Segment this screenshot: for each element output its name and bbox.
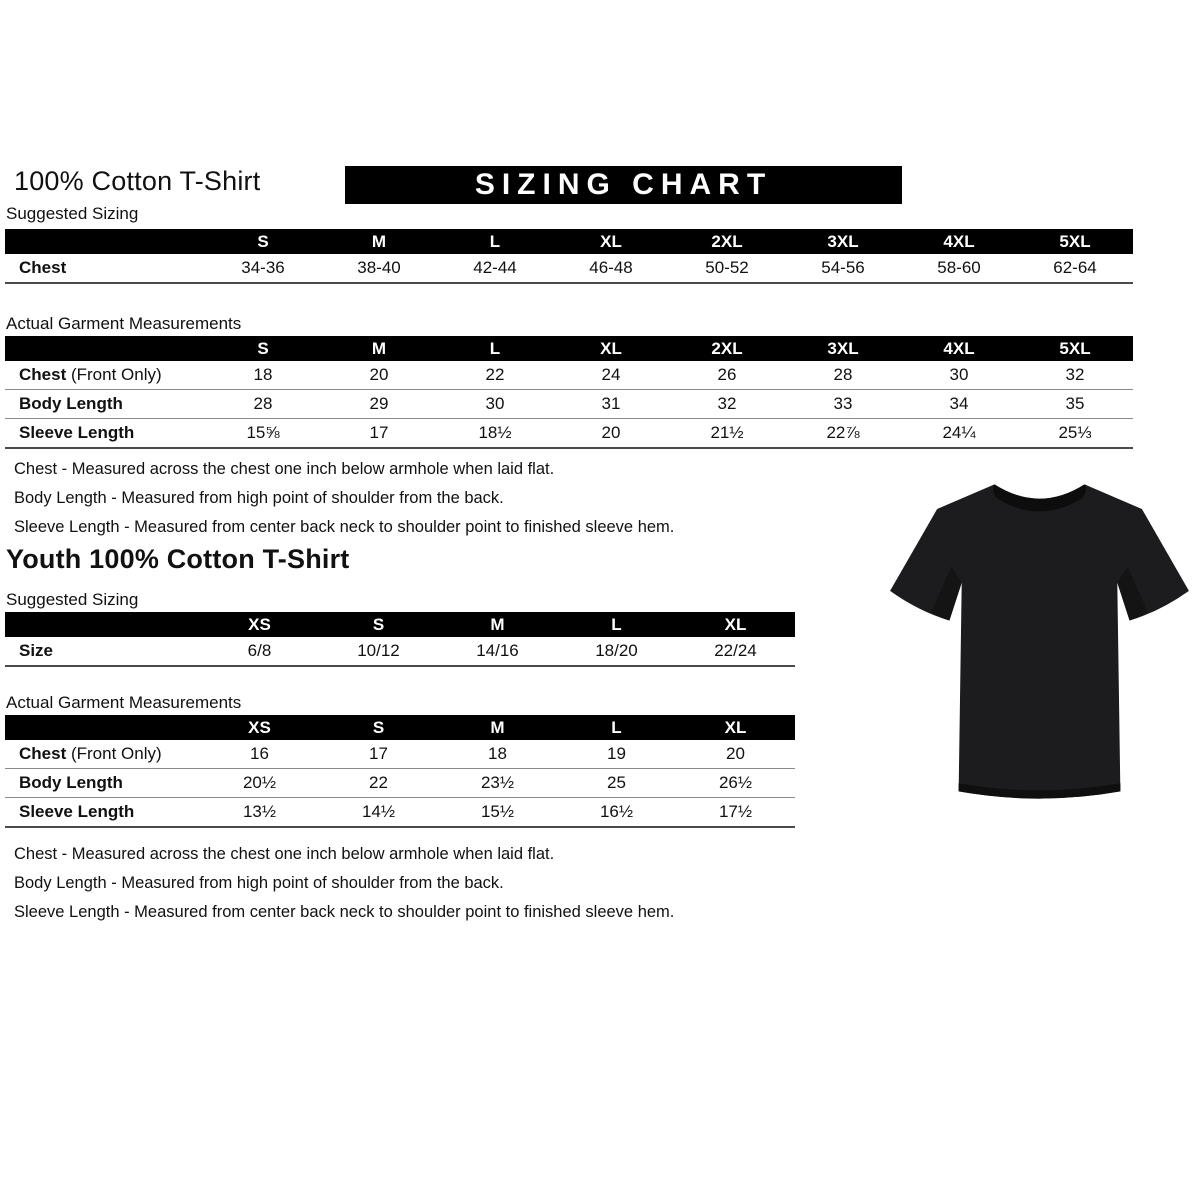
size-column-header: M bbox=[438, 612, 557, 637]
cell-value: 28 bbox=[205, 390, 321, 419]
cell-value: 32 bbox=[669, 390, 785, 419]
size-column-header: L bbox=[437, 336, 553, 361]
data-table bbox=[5, 336, 1133, 449]
cell-value: 22⅞ bbox=[785, 419, 901, 449]
size-column-header: S bbox=[205, 336, 321, 361]
cell-value: 32 bbox=[1017, 361, 1133, 390]
data-table bbox=[5, 715, 795, 828]
cell-value: 34-36 bbox=[205, 254, 321, 283]
table-row bbox=[5, 769, 795, 798]
cell-value: 25 bbox=[557, 769, 676, 798]
cell-value: 13½ bbox=[200, 798, 319, 828]
table-row bbox=[5, 740, 795, 769]
cell-value: 17 bbox=[321, 419, 437, 449]
youth-product-title: Youth 100% Cotton T-Shirt bbox=[6, 544, 350, 574]
youth-suggested-sizing bbox=[5, 612, 795, 667]
size-column-header: L bbox=[437, 229, 553, 254]
row-label: Sleeve Length bbox=[5, 798, 200, 828]
empty-header-cell bbox=[5, 612, 200, 637]
size-column-header: XL bbox=[553, 229, 669, 254]
cell-value: 33 bbox=[785, 390, 901, 419]
size-column-header: L bbox=[557, 715, 676, 740]
cell-value: 16 bbox=[200, 740, 319, 769]
size-column-header: 5XL bbox=[1017, 336, 1133, 361]
cell-value: 22/24 bbox=[676, 637, 795, 666]
measurement-note: Sleeve Length - Measured from center back neck to shoulder point to finished sleeve hem. bbox=[14, 903, 675, 921]
row-label: Size bbox=[5, 637, 200, 666]
cell-value: 15⅝ bbox=[205, 419, 321, 449]
youth-actual-measurements bbox=[5, 715, 795, 828]
size-column-header: XS bbox=[200, 715, 319, 740]
table-row bbox=[5, 419, 1133, 449]
empty-header-cell bbox=[5, 715, 200, 740]
cell-value: 50-52 bbox=[669, 254, 785, 283]
adult-actual-measurements-label: Actual Garment Measurements bbox=[6, 314, 242, 333]
size-column-header: 3XL bbox=[785, 336, 901, 361]
adult-suggested-sizing bbox=[5, 229, 1133, 284]
cell-value: 6/8 bbox=[200, 637, 319, 666]
size-column-header: 4XL bbox=[901, 229, 1017, 254]
table-row bbox=[5, 798, 795, 828]
cell-value: 25⅓ bbox=[1017, 419, 1133, 449]
row-label: Chest bbox=[5, 254, 205, 283]
cell-value: 19 bbox=[557, 740, 676, 769]
row-label: Sleeve Length bbox=[5, 419, 205, 449]
cell-value: 18/20 bbox=[557, 637, 676, 666]
cell-value: 20½ bbox=[200, 769, 319, 798]
cell-value: 35 bbox=[1017, 390, 1133, 419]
size-column-header: L bbox=[557, 612, 676, 637]
size-column-header: S bbox=[319, 612, 438, 637]
table-row bbox=[5, 390, 1133, 419]
cell-value: 23½ bbox=[438, 769, 557, 798]
cell-value: 28 bbox=[785, 361, 901, 390]
size-column-header: S bbox=[205, 229, 321, 254]
adult-suggested-sizing-label: Suggested Sizing bbox=[6, 204, 139, 223]
size-column-header: 4XL bbox=[901, 336, 1017, 361]
adult-actual-measurements bbox=[5, 336, 1133, 449]
size-column-header: 3XL bbox=[785, 229, 901, 254]
table-row bbox=[5, 361, 1133, 390]
row-label: Body Length bbox=[5, 769, 200, 798]
cell-value: 58-60 bbox=[901, 254, 1017, 283]
cell-value: 16½ bbox=[557, 798, 676, 828]
measurement-note: Body Length - Measured from high point of shoulder from the back. bbox=[14, 874, 504, 892]
size-column-header: 5XL bbox=[1017, 229, 1133, 254]
cell-value: 34 bbox=[901, 390, 1017, 419]
cell-value: 42-44 bbox=[437, 254, 553, 283]
cell-value: 20 bbox=[676, 740, 795, 769]
measurement-note: Chest - Measured across the chest one inch below armhole when laid flat. bbox=[14, 845, 555, 863]
cell-value: 24 bbox=[553, 361, 669, 390]
size-column-header: XL bbox=[676, 612, 795, 637]
size-column-header: 2XL bbox=[669, 229, 785, 254]
cell-value: 38-40 bbox=[321, 254, 437, 283]
cell-value: 18½ bbox=[437, 419, 553, 449]
table-row bbox=[5, 637, 795, 666]
data-table bbox=[5, 229, 1133, 284]
measurement-note: Sleeve Length - Measured from center back neck to shoulder point to finished sleeve hem. bbox=[14, 518, 675, 536]
cell-value: 26½ bbox=[676, 769, 795, 798]
cell-value: 31 bbox=[553, 390, 669, 419]
cell-value: 18 bbox=[438, 740, 557, 769]
empty-header-cell bbox=[5, 229, 205, 254]
cell-value: 26 bbox=[669, 361, 785, 390]
row-label: Chest (Front Only) bbox=[5, 361, 205, 390]
youth-measurement-notes bbox=[14, 845, 874, 932]
size-column-header: S bbox=[319, 715, 438, 740]
cell-value: 22 bbox=[319, 769, 438, 798]
size-column-header: M bbox=[438, 715, 557, 740]
cell-value: 54-56 bbox=[785, 254, 901, 283]
adult-measurement-notes bbox=[14, 460, 874, 547]
youth-suggested-sizing-label: Suggested Sizing bbox=[6, 590, 139, 609]
black-tshirt-icon bbox=[882, 468, 1197, 816]
cell-value: 22 bbox=[437, 361, 553, 390]
cell-value: 46-48 bbox=[553, 254, 669, 283]
row-label: Chest (Front Only) bbox=[5, 740, 200, 769]
size-column-header: XL bbox=[676, 715, 795, 740]
cell-value: 10/12 bbox=[319, 637, 438, 666]
cell-value: 17½ bbox=[676, 798, 795, 828]
cell-value: 20 bbox=[553, 419, 669, 449]
measurement-note: Body Length - Measured from high point of shoulder from the back. bbox=[14, 489, 504, 507]
cell-value: 20 bbox=[321, 361, 437, 390]
size-column-header: M bbox=[321, 229, 437, 254]
cell-value: 30 bbox=[901, 361, 1017, 390]
cell-value: 14/16 bbox=[438, 637, 557, 666]
size-column-header: M bbox=[321, 336, 437, 361]
cell-value: 14½ bbox=[319, 798, 438, 828]
cell-value: 18 bbox=[205, 361, 321, 390]
sizing-chart-banner: SIZING CHART bbox=[345, 166, 902, 204]
cell-value: 24¼ bbox=[901, 419, 1017, 449]
table-row bbox=[5, 254, 1133, 283]
youth-actual-measurements-label: Actual Garment Measurements bbox=[6, 693, 242, 712]
row-label: Body Length bbox=[5, 390, 205, 419]
cell-value: 15½ bbox=[438, 798, 557, 828]
adult-product-title: 100% Cotton T-Shirt bbox=[14, 166, 261, 196]
size-column-header: XL bbox=[553, 336, 669, 361]
measurement-note: Chest - Measured across the chest one inch below armhole when laid flat. bbox=[14, 460, 555, 478]
data-table bbox=[5, 612, 795, 667]
empty-header-cell bbox=[5, 336, 205, 361]
tshirt-product-image bbox=[882, 468, 1197, 816]
cell-value: 62-64 bbox=[1017, 254, 1133, 283]
cell-value: 17 bbox=[319, 740, 438, 769]
cell-value: 21½ bbox=[669, 419, 785, 449]
size-column-header: 2XL bbox=[669, 336, 785, 361]
cell-value: 30 bbox=[437, 390, 553, 419]
cell-value: 29 bbox=[321, 390, 437, 419]
size-column-header: XS bbox=[200, 612, 319, 637]
